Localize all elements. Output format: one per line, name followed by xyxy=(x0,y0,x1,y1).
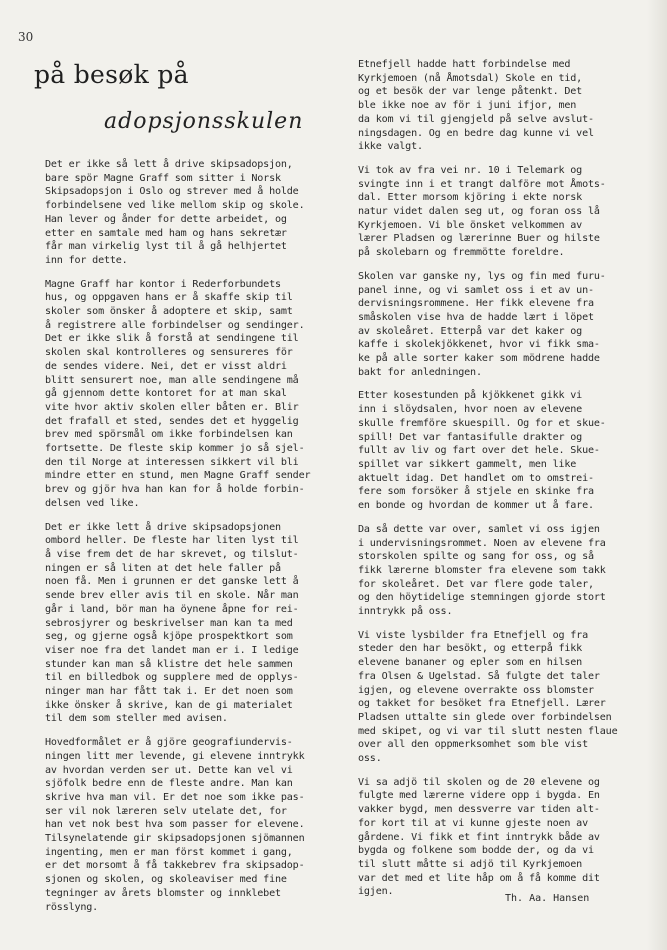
article-title: på besøk på xyxy=(34,60,189,89)
article-subtitle: adopsjonsskulen xyxy=(104,109,304,134)
paragraph: Da så dette var over, samlet vi oss igjen i undervisningsrommet. Noen av elevene fra storskolen spilte og sang for oss, og så fikk lærerne blomster fra elevene som takk for skoleåret. Det var flere gode taler, og den höytidelige stemningen gjorde stort inntrykk på oss. xyxy=(358,523,606,618)
page-edge-shadow xyxy=(647,0,667,950)
right-column xyxy=(358,58,648,909)
paragraph: Vi viste lysbilder fra Etnefjell og fra steder den har besökt, og etterpå fikk elevene bananer og epler som en hilsen fra Olsen & Ugelstad. Så fulgte det taler igjen, og elevene overrakte oss blomster og takket for besöket fra Etnefjell. Lærer Pladsen uttalte sin glede over forbindelsen med skipet, og vi var til slutt nesten flaue over all den oppmerksomhet som ble vist oss. xyxy=(358,629,618,765)
paragraph: Magne Graff har kontor i Rederforbundets hus, og oppgaven hans er å skaffe skip til skoler som önsker å adoptere et skip, samt å registrere alle forbindelser og sendinger. Det er ikke slik å forstå at sendingene til skolen skal kontrolleres og sensureres för de sendes videre. Nei, det er visst aldri blitt sensurert noe, man alle sendingene må gå gjennom dette kontoret for at man skal vite hvor aktiv skolen eller båten er. Blir det frafall et sted, sendes det et hyggelig brev med spörsmål om ikke forbindelsen kan fortsette. De fleste skip kommer jo så sjel- den til Norge at interessen sikkert vil bli mindre etter en stund, men Magne Graff sender brev og gjör hva han kan for å holde forbin- delsen ved like. xyxy=(45,278,311,509)
paragraph: Etnefjell hadde hatt forbindelse med Kyrkjemoen (nå Åmotsdal) Skole en tid, og et besök der var lenge påtenkt. Det ble ikke noe av för i juni ifjor, men da kom vi til gjengjeld på selve avslut- ningsdagen. Og en bedre dag kunne vi vel ikke valgt. xyxy=(358,59,594,153)
left-column xyxy=(45,158,331,924)
paragraph: Det er ikke så lett å drive skipsadopsjon, bare spör Magne Graff som sitter i Norsk Skipsadopsjon i Oslo og strever med å holde forbindelsene ved like mellom skip og skole. Han lever og ånder for dette arbeidet, og etter en samtale med ham og hans sekretær får man virkelig lyst til å gå helhjertet inn for dette. xyxy=(45,159,305,266)
author-signature: Th. Aa. Hansen xyxy=(505,893,590,904)
paragraph: Hovedformålet er å gjöre geografiundervis- ningen litt mer levende, gi elevene inntrykk av hvordan verden ser ut. Dette kan vel vi sjöfolk bedre enn de fleste andre. Man kan skrive hva man vil. Er det noe som ikke pas- ser vil nok læreren selv utelate det, for han vet nok best hva som passer for elevene. Tilsynelatende gir skipsadopsjonen sjömannen ingenting, men er man först kommet i gang, er det morsomt å få takkebrev fra skipsadop- sjonen og skolen, og skoleaviser med fine tegninger av årets blomster og innklebet rösslyng. xyxy=(45,737,305,913)
paragraph: Vi sa adjö til skolen og de 20 elevene og fulgte med lærerne videre opp i bygda. En vakker bygd, men dessverre var tiden alt- for kort til at vi kunne gjeste noen av gårdene. Vi fikk et fint inntrykk både av bygda og folkene som bodde der, og da vi til slutt måtte si adjö til Kyrkjemoen var det med et lite håp om å få komme dit igjen. xyxy=(358,776,600,898)
paragraph: Vi tok av fra vei nr. 10 i Telemark og svingte inn i et trangt dalföre mot Åmots- dal. Etter morsom kjöring i ekte norsk natur videt dalen seg ut, og foran oss lå Kyrkjemoen. Vi ble önsket velkommen av lærer Pladsen og lærerinne Buer og hilste på skolebarn og fremmötte foreldre. xyxy=(358,164,606,259)
page-number: 30 xyxy=(18,30,34,44)
paragraph: Skolen var ganske ny, lys og fin med furu- panel inne, og vi samlet oss i et av un- dervisningsrommene. Her fikk elevene fra småskolen vise hva de hadde lært i löpet av skoleåret. Etterpå var det kaker og kaffe i skolekjökkenet, hvor vi fikk sma- ke på alle sorter kaker som mödrene hadde bakt for anledningen. xyxy=(358,270,606,378)
paragraph: Etter kosestunden på kjökkenet gikk vi inn i slöydsalen, hvor noen av elevene skulle fremföre skuespill. Og for et skue- spill! Det var fantasifulle drakter og fullt av liv og fart over det hele. Skue- spillet var sikkert gammelt, men like aktuelt idag. Det handlet om to omstrei- fere som forsöker å stjele en skinke fra en bonde og hvordan de kommer ut å fare. xyxy=(358,390,606,512)
paragraph: Det er ikke lett å drive skipsadopsjonen ombord heller. De fleste har liten lyst til å vise frem det de har skrevet, og tilslut- ningen er så liten at det hele faller på noen få. Men i grunnen er det ganske lett å sende brev eller avis til en skole. Når man går i land, bör man ha öynene åpne for rei- sebrosjyrer og beskrivelser man kan ta med seg, og gjerne også kjöpe prospektkort som viser noe fra det landet man er i. I ledige stunder kan man så klistre det hele sammen til en billedbok og supplere med de opplys- ninger man har fått tak i. Er det noen som ikke önsker å skrive, kan de gi materialet til dem som steller med avisen. xyxy=(45,521,299,725)
